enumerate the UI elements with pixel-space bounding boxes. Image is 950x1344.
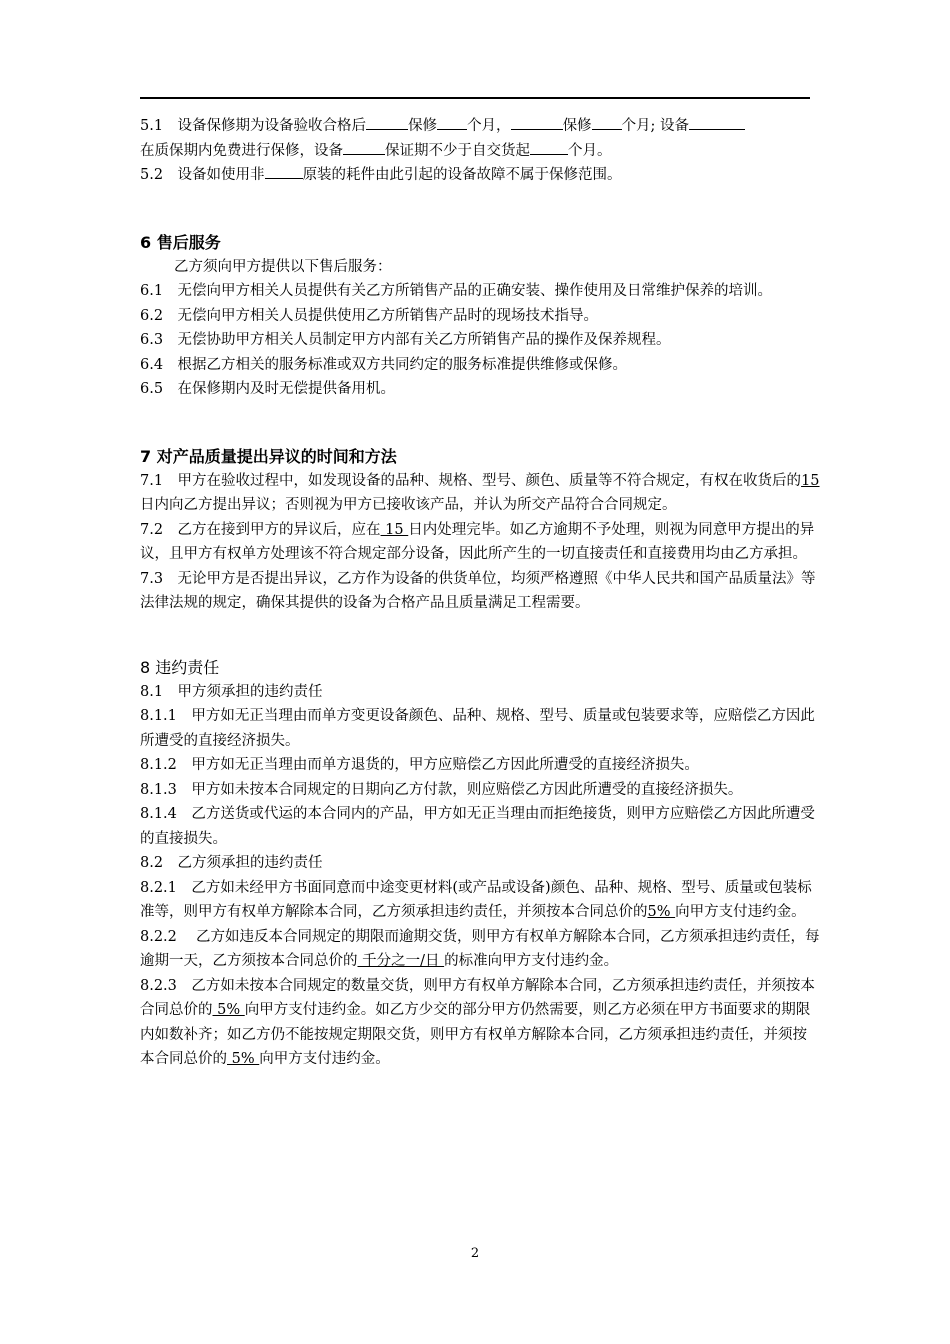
- document-body: [140, 114, 820, 1072]
- clause-8-1-3: 8.1.3 甲方如未按本合同规定的日期向乙方付款，则应赔偿乙方因此所遭受的直接经济损失。: [140, 781, 743, 798]
- clause-8-1: 8.1 甲方须承担的违约责任: [140, 683, 323, 700]
- clause-8-1-1: 8.1.1 甲方如无正当理由而单方变更设备颜色、品种、规格、型号、质量或包装要求等，应赔偿乙方因此所遭受的直接经济损失。: [140, 708, 815, 749]
- section-6-intro: 乙方须向甲方提供以下售后服务：: [174, 258, 392, 275]
- clause-7-3: 7.3 无论甲方是否提出异议，乙方作为设备的供货单位，均须严格遵照《中华人民共和国产品质量法》等法律法规的规定，确保其提供的设备为合格产品且质量满足工程需要。: [140, 570, 816, 611]
- header-rule: [140, 97, 810, 99]
- section-8-heading: 8 违约责任: [140, 657, 220, 677]
- clause-6-1: 6.1 无偿向甲方相关人员提供有关乙方所销售产品的正确安装、操作使用及日常维护保养的培训。: [140, 283, 773, 299]
- section-7-heading: 7 对产品质量提出异议的时间和方法: [140, 446, 397, 466]
- clause-8-1-2: 8.1.2 甲方如无正当理由而单方退货的，甲方应赔偿乙方因此所遭受的直接经济损失。: [140, 757, 699, 773]
- clause-6-4: 6.4 根据乙方相关的服务标准或双方共同约定的服务标准提供维修或保修。: [140, 356, 628, 373]
- clause-5-2: 5.2 设备如使用非 原装的耗件由此引起的设备故障不属于保修范围。: [140, 163, 820, 188]
- section-6-heading: 6 售后服务: [140, 232, 221, 252]
- clause-8-2-3: 8.2.3 乙方如未按本合同规定的数量交货，则甲方有权单方解除本合同，乙方须承担违约责任，并须按本合同总价的 5% 向甲方支付违约金。如乙方少交的部分甲方仍然需要，则乙方必须在甲方书面要求的期限内如数补齐；如乙方仍不能按规定期限交货，则甲方有权单方解除本合同，乙方须承担违约责任，并须按本合同总价的 5% 向甲方支付违约金。: [140, 977, 815, 1067]
- clause-8-2-1: 8.2.1 乙方如未经甲方书面同意而中途变更材料(或产品或设备)颜色、品种、规格、型号、质量或包装标准等，则甲方有权单方解除本合同，乙方须承担违约责任，并须按本合同总价的5% 向甲方支付违约金。: [140, 879, 812, 920]
- clause-8-1-4: 8.1.4 乙方送货或代运的本合同内的产品，甲方如无正当理由而拒绝接货，则甲方应赔偿乙方因此所遭受的直接损失。: [140, 806, 815, 847]
- clause-7-2: 7.2 乙方在接到甲方的异议后，应在 15 日内处理完毕。如乙方逾期不予处理，则视为同意甲方提出的异议，且甲方有权单方处理该不符合规定部分设备，因此所产生的一切直接责任和直接费用均由乙方承担。: [140, 521, 815, 562]
- clause-6-2: 6.2 无偿向甲方相关人员提供使用乙方所销售产品时的现场技术指导。: [140, 307, 599, 324]
- clause-5-1: 5.1 设备保修期为设备验收合格后 保修 个月， 保修 个月; 设备 在质保期内免费进行保修，设备 保证期不少于自交货起 个月。: [140, 114, 840, 163]
- page-number: 2: [470, 1246, 480, 1261]
- clause-8-2: 8.2 乙方须承担的违约责任: [140, 855, 323, 871]
- clause-6-3: 6.3 无偿协助甲方相关人员制定甲方内部有关乙方所销售产品的操作及保养规程。: [140, 332, 671, 348]
- clause-6-5: 6.5 在保修期内及时无偿提供备用机。: [140, 381, 396, 397]
- clause-8-2-2: 8.2.2 乙方如违反本合同规定的期限而逾期交货，则甲方有权单方解除本合同，乙方须承担违约责任，每逾期一天，乙方须按本合同总价的 千分之一/日 的标准向甲方支付违约金。: [140, 928, 820, 969]
- clause-7-1: 7.1 甲方在验收过程中，如发现设备的品种、规格、型号、颜色、质量等不符合规定，有权在收货后的15 日内向乙方提出异议；否则视为甲方已接收该产品，并认为所交产品符合合同规定。: [140, 472, 820, 513]
